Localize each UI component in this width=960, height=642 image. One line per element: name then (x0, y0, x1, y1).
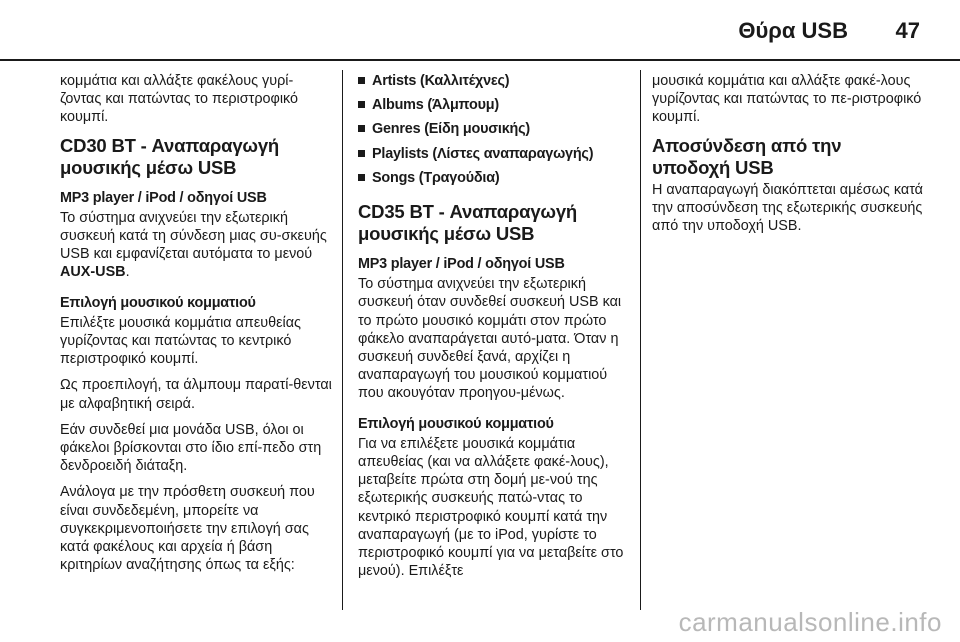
column-divider (640, 70, 641, 610)
criteria-list (358, 72, 632, 187)
paragraph: Το σύστημα ανιχνεύει την εξωτερική συσκευή όταν συνδεθεί συσκευή USB και το πρώτο μουσικό κομμάτι στον πρώτο φάκελο αναπαράγεται αυτό-ματα. Όταν η συσκευή συνδεθεί ξανά, αρχίζει η αναπαραγωγή του μουσικού κομματιού που ακουγόταν προηγου-μένως. (358, 276, 622, 402)
list-item: Artists (Καλλιτέχνες) (358, 72, 632, 90)
section-heading-cd30: CD30 BT - Αναπαραγωγή μουσικής μέσω USB (60, 134, 280, 178)
column-divider (342, 70, 343, 610)
header-rule (0, 59, 960, 61)
paragraph: Για να επιλέξετε μουσικά κομμάτια απευθείας (και να αλλάξετε φακέ-λους), μεταβείτε πρώτα στη δομή με-νού της εξωτερικής συσκευής πατώ-ντας το κεντρικό περιστροφικό κουμπί κατά την αναπαραγωγή (με το iPod, γυρίστε το περιστροφικό κουμπί για να μεταβείτε στο μενού). Επιλέξτε (358, 435, 624, 580)
section-heading-disconnect: Αποσύνδεση από την υποδοχή USB (652, 134, 842, 178)
paragraph: Επιλέξτε μουσικά κομμάτια απευθείας γυρίζοντας και πατώντας το κεντρικό περιστροφικό κουμπί. (60, 314, 301, 368)
subheading-mp3: MP3 player / iPod / οδηγοί USB (358, 256, 565, 273)
paragraph: Η αναπαραγωγή διακόπτεται αμέσως κατά την αποσύνδεση της εξωτερικής συσκευής από την υποδοχή USB. (652, 181, 923, 235)
paragraph: Ως προεπιλογή, τα άλμπουμ παρατί-θενται με αλφαβητική σειρά. (60, 377, 332, 412)
text: Το σύστημα ανιχνεύει την εξωτερική συσκευή κατά τη σύνδεση μιας συ-σκευής USB και εμφανίζεται αυτόματα το μενού (60, 209, 327, 263)
page-number: 47 (895, 18, 920, 43)
list-item: Playlists (Λίστες αναπαραγωγής) (358, 145, 632, 163)
column-2 (358, 72, 632, 612)
list-item: Genres (Είδη μουσικής) (358, 120, 632, 138)
watermark: carmanualsonline.info (678, 607, 942, 637)
paragraph-detect (60, 209, 332, 282)
subheading-select: Επιλογή μουσικού κομματιού (358, 415, 554, 432)
subheading-select: Επιλογή μουσικού κομματιού (60, 294, 256, 311)
subheading-mp3: MP3 player / iPod / οδηγοί USB (60, 189, 267, 206)
list-item: Albums (Άλμπουμ) (358, 96, 632, 114)
paragraph: Εάν συνδεθεί μια μονάδα USB, όλοι οι φάκελοι βρίσκονται στο ίδιο επί-πεδο στη δενδροειδή διάταξη. (60, 421, 322, 475)
page-title: Θύρα USB (738, 18, 848, 43)
column-1 (60, 72, 332, 592)
text: . (125, 264, 130, 281)
column-3 (652, 72, 924, 272)
paragraph: κομμάτια και αλλάξτε φακέλους γυρί-ζοντας και πατώντας το περιστροφικό κουμπί. (60, 73, 299, 126)
menu-name-aux-usb: AUX-USB (60, 264, 126, 281)
paragraph: Ανάλογα με την πρόσθετη συσκευή που είναι συνδεδεμένη, μπορείτε να συγκεκριμενοποιήσετε την επιλογή σας κατά φακέλους και αρχεία ή βάση κριτηρίων αναζήτησης όπως τα εξής: (60, 484, 315, 574)
list-item: Songs (Τραγούδια) (358, 169, 632, 187)
page-header (0, 0, 960, 60)
paragraph: μουσικά κομμάτια και αλλάξτε φακέ-λους γυρίζοντας και πατώντας το πε-ριστροφικό κουμπί. (652, 73, 922, 126)
section-heading-cd35: CD35 BT - Αναπαραγωγή μουσικής μέσω USB (358, 201, 578, 245)
